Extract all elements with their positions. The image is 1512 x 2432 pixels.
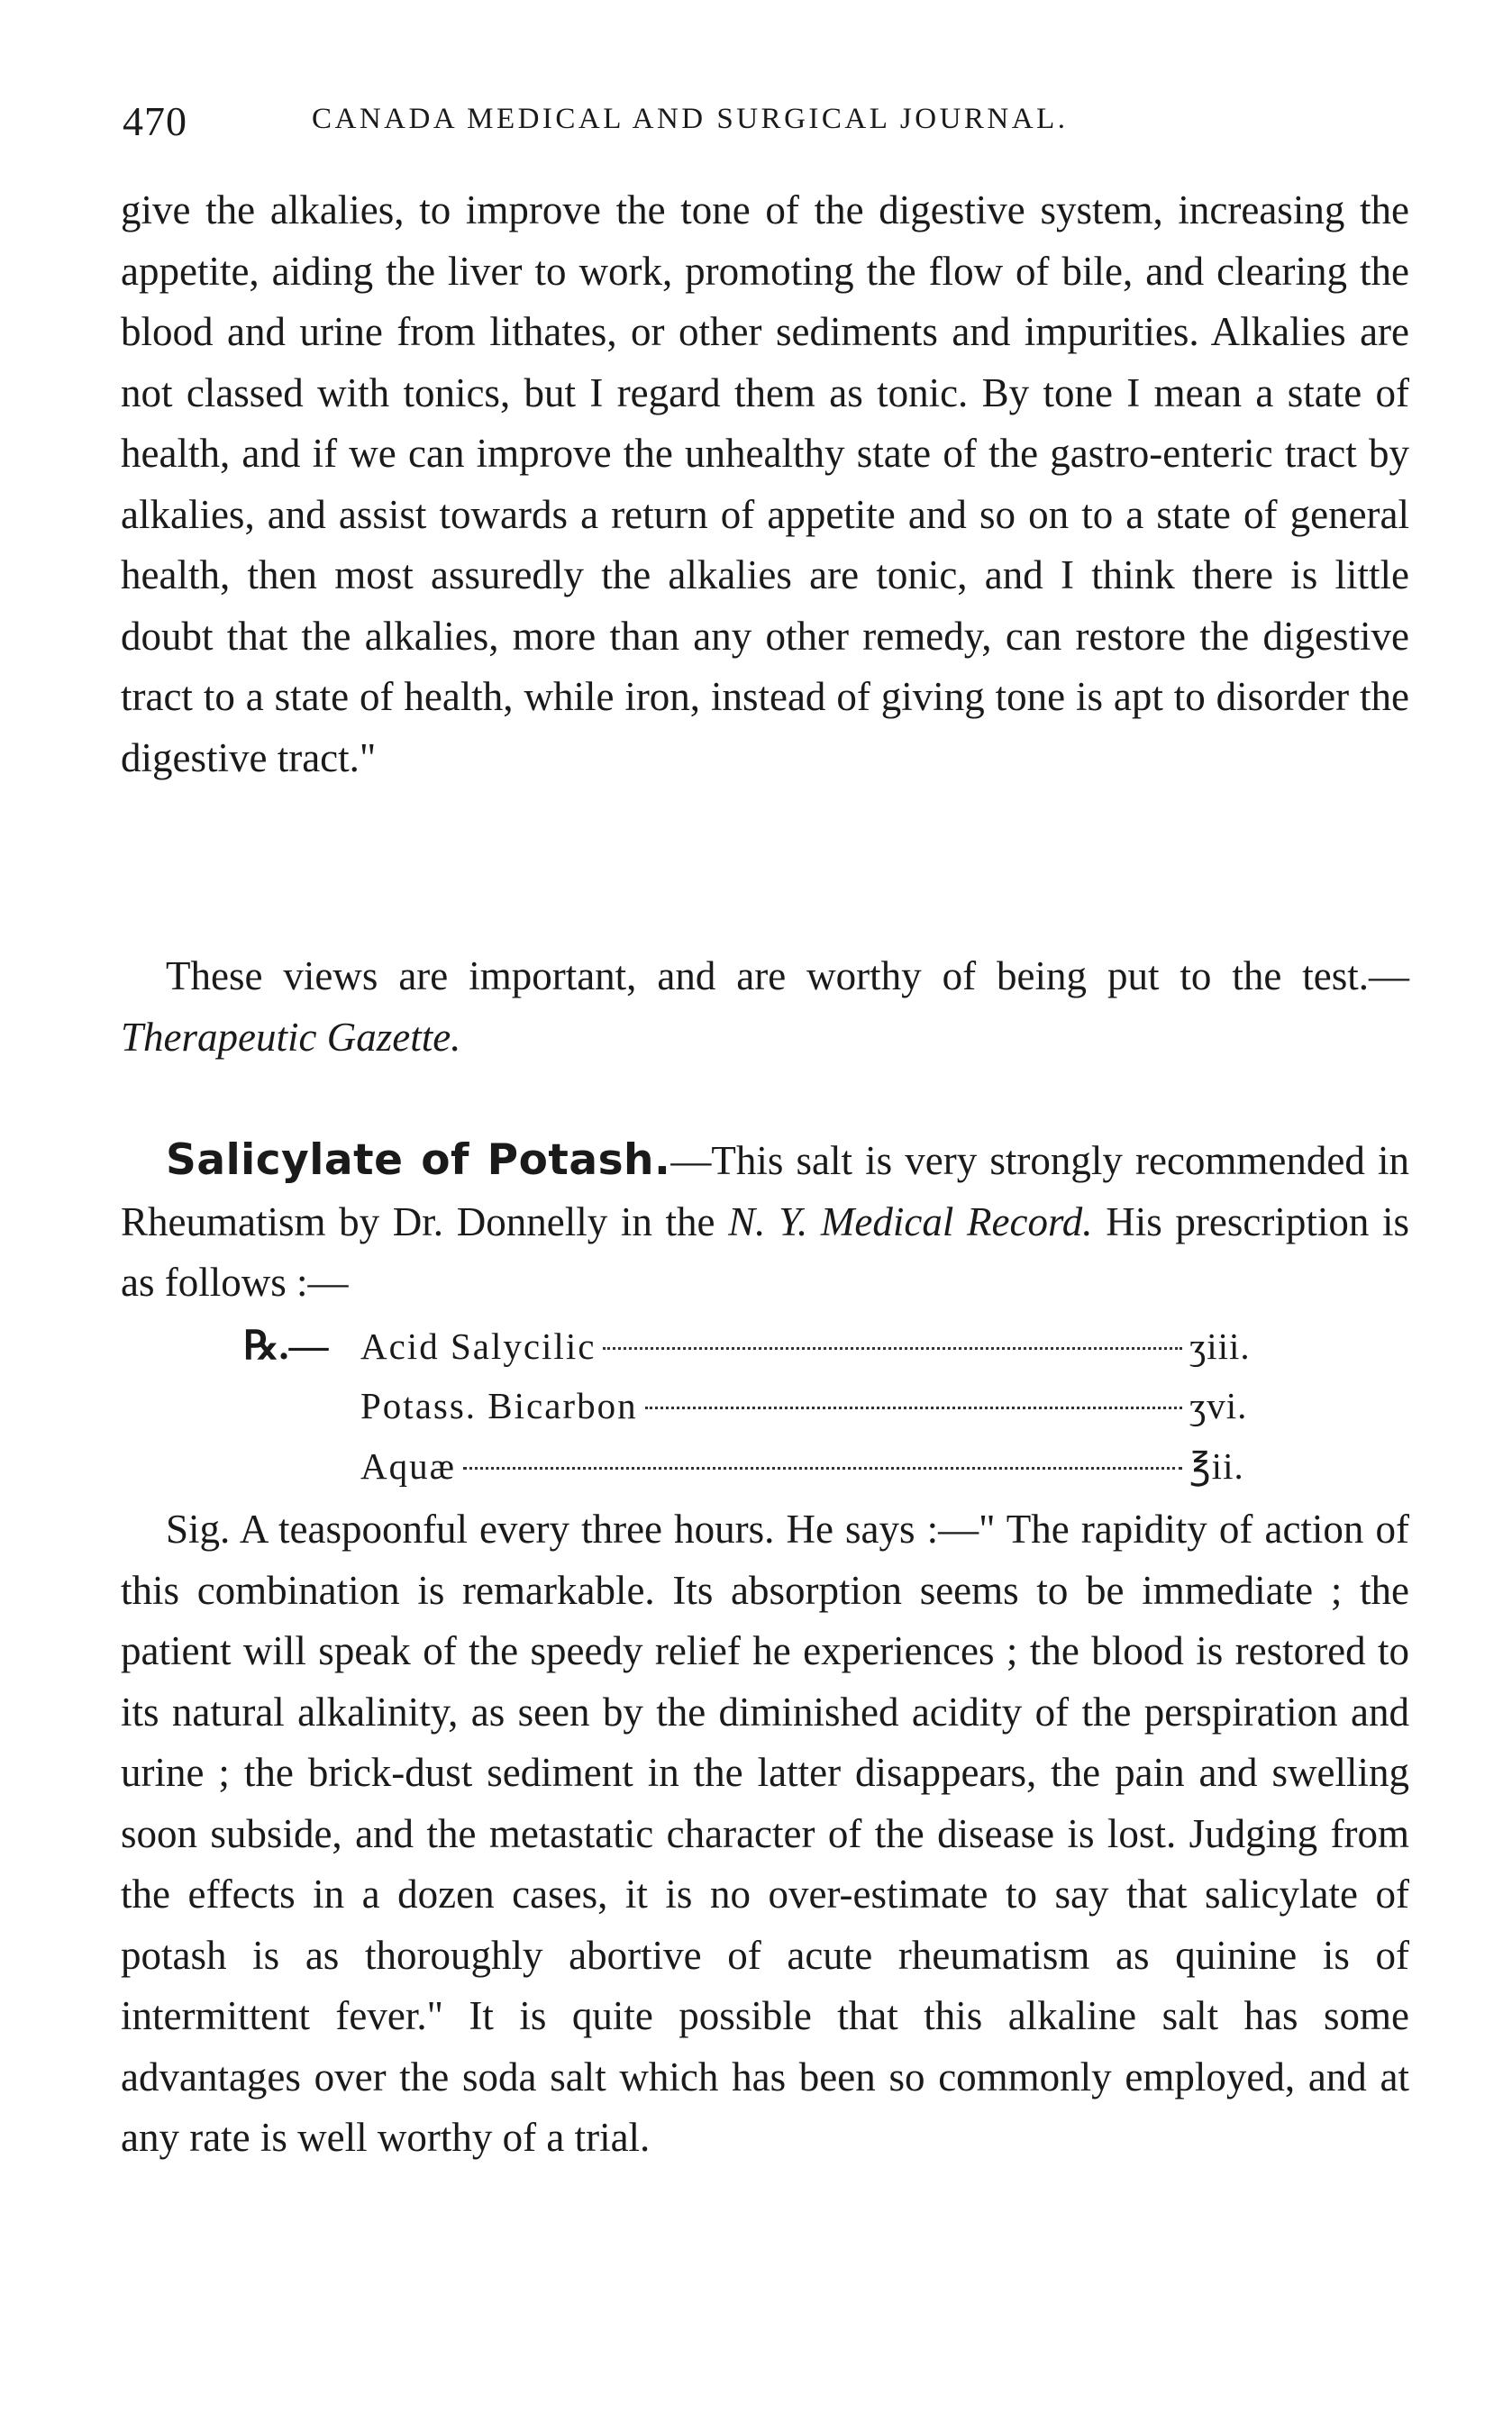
signature-paragraph: Sig. A teaspoonful every three hours. He says :—" The rapidity of action of this combination is remarkable. Its absorption seems to be immediate ; the patient will speak of the speedy relief he experiences ; the blood is restored to its natural alkalinity, as seen by the diminished acidity of the perspiration and urine ; the brick-dust sediment in the latter disappears, the pain and swelling soon subside, and the metastatic character of the disease is lost. Judging from the effects in a dozen cases, it is no over-estimate to say that salicylate of potash is as thoroughly abortive of acute rheumatism as quinine is of intermittent fever." It is quite possible that this alkaline salt has some advantages over the soda salt which has been so commonly employed, and at any rate is well worthy of a trial.: [121, 1507, 1409, 2160]
prescription-row: [243, 1316, 1289, 1376]
dot-leader: [463, 1467, 1182, 1470]
article-intro-paragraph: [121, 1130, 1409, 1314]
ingredient-quantity: ʒiii.: [1189, 1325, 1251, 1367]
quote-continuation: [121, 180, 1409, 788]
dot-leader: [603, 1347, 1182, 1350]
commentary-source: Therapeutic Gazette.: [121, 1014, 461, 1060]
article-intro-text-2: His prescription is as follows :—: [121, 1198, 1410, 1305]
ingredient-quantity: ʒvi.: [1189, 1385, 1248, 1426]
quote-paragraph: give the alkalies, to improve the tone of the digestive system, increasing the appetite, aiding the liver to work, promoting the flow of bile, and clearing the blood and urine from lithates, or other sediments and impurities. Alkalies are not classed with tonics, but I regard them as tonic. By tone I mean a state of health, and if we can improve the unhealthy state of the gastro-enteric tract by alkalies, and assist towards a return of appetite and so on to a state of general health, then most assuredly the alkalies are tonic, and I think there is little doubt that the alkalies, more than any other remedy, can restore the digestive tract to a state of health, while iron, instead of giving tone is apt to disorder the digestive tract.": [121, 187, 1409, 780]
commentary-text: These views are important, and are worthy of being put to the test.—: [166, 953, 1409, 998]
article-intro-text-1: —This salt is very strongly recommended in Rheumatism by Dr. Donnelly in the: [121, 1138, 1409, 1244]
running-head: CANADA MEDICAL AND SURGICAL JOURNAL.: [312, 103, 1069, 135]
prescription: [243, 1316, 1289, 1497]
prescription-row: [243, 1436, 1289, 1497]
rx-label: ℞.—: [243, 1324, 329, 1368]
article-intro: [121, 1130, 1409, 1314]
signature-section: [121, 1499, 1409, 2169]
dot-leader: [645, 1407, 1182, 1409]
commentary-paragraph: [121, 946, 1409, 1068]
ingredient-name: Potass. Bicarbon: [360, 1385, 638, 1426]
page-number: 470: [123, 98, 187, 144]
ingredient-name: Aquæ: [360, 1445, 456, 1487]
journal-name: N. Y. Medical Record.: [728, 1198, 1093, 1244]
page-header: [123, 97, 1402, 151]
commentary: [121, 946, 1409, 1068]
ingredient-quantity: ℥ii.: [1189, 1445, 1244, 1487]
article-headword: Salicylate of Potash.: [166, 1135, 671, 1185]
prescription-row: [243, 1376, 1289, 1436]
ingredient-name: Acid Salycilic: [360, 1325, 597, 1367]
